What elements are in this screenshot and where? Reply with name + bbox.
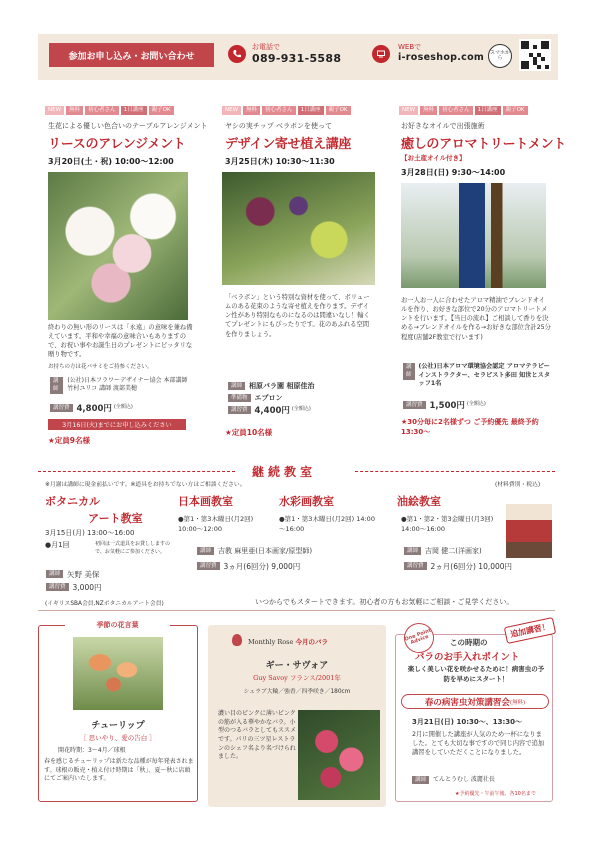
course2-instructor-row xyxy=(228,382,314,392)
botanical-affiliation: (イギリスSBA会員,NZボタニカルアート会員) xyxy=(45,601,164,607)
course3-subtitle: お好きなオイルで出張施術 xyxy=(401,122,485,130)
one-point-badge: One Point Advice xyxy=(400,619,438,657)
watercolor-title: 水彩画教室 xyxy=(279,495,334,508)
botanical-title-1: ボタニカル xyxy=(45,495,100,508)
planter-photo xyxy=(222,172,375,285)
course1-instructor: (公社)日本フラワーデザイナー協会 本部講師 竹村ユリコ 講師 渡部美穂 xyxy=(67,377,188,393)
care-desc: 2月に開催した講座が人気のため一杯になりました。とても大切な事ですので同じ内容で追加講習をしていただくことになりました。 xyxy=(412,731,545,757)
course3-instructor-row xyxy=(403,363,553,389)
course1-note: お持ちの方は花バサミをご持参ください。 xyxy=(48,364,153,370)
season-header-text: 季節の花言葉 xyxy=(96,621,139,629)
course3-title: 癒しのアロマトリートメント xyxy=(401,137,566,152)
care-course: 春の病害虫対策講習会 xyxy=(424,697,510,708)
monthly-rose-spec: シュラブ大輪／強香／四季咲き／180cm xyxy=(243,689,351,695)
monthly-rose-desc: 濃い目のピンクに薄いピンクの筋が入る華やかなバラ。小型のつるバラとしてもススメです。パリの三ツ星レストランのシェフ名より名づけられました。 xyxy=(218,710,297,761)
continuing-title: 継続教室 xyxy=(252,465,317,479)
course1-subtitle: 生花による優しい色合いのテーブルアレンジメント xyxy=(48,122,208,130)
instructor-label: 講師 xyxy=(197,547,214,555)
care-course-free: (無料) xyxy=(509,699,526,706)
care-lead: 楽しく美しい花を咲かせるために！病害虫の予防を早めにスタート！ xyxy=(407,665,545,683)
course3-fee-note: (全額込) xyxy=(466,401,486,407)
fee-label: 講習費 xyxy=(404,562,427,570)
course2-tags xyxy=(222,106,351,115)
painting-fee: 3ヵ月(6回分) 9,000円 xyxy=(223,562,301,571)
course2-instructor: 相原バラ園 相原佳治 xyxy=(249,382,315,390)
care-head: この時期の xyxy=(450,638,488,647)
aroma-photo xyxy=(401,183,546,288)
monthly-rose-name-en: Guy Savoy フランス/2001年 xyxy=(253,674,341,682)
fee-label: 講習費 xyxy=(403,401,426,409)
course3-date: 3月28日(日) 9:30～14:00 xyxy=(401,168,506,177)
oil-instructor: 吉岡 健二(洋画家) xyxy=(425,547,482,555)
rose-icon xyxy=(232,634,242,646)
care-instructor-row xyxy=(412,776,495,784)
tag-one-day: 1日講座 xyxy=(475,106,501,115)
course2-prep-row xyxy=(228,394,283,404)
course2-fee: 4,400円 xyxy=(254,406,290,416)
tag-new: NEW xyxy=(222,106,241,115)
care-date: 3月21日(日) 10:30～、13:30～ xyxy=(412,718,523,726)
shop-photo xyxy=(506,504,552,558)
web-label: WEBで xyxy=(398,43,422,51)
monthly-header-jp: 今月のバラ xyxy=(295,638,328,646)
divider-left xyxy=(38,471,235,472)
instructor-label: 講師 xyxy=(46,570,63,578)
course2-date: 3月25日(木) 10:30～11:30 xyxy=(225,157,335,166)
course2-fee-note: (全額込) xyxy=(291,406,311,412)
course2-capacity: ★定員10名様 xyxy=(225,428,273,437)
botanical-instructor: 矢野 美保 xyxy=(67,570,100,579)
course2-subtitle: ヤシの実チップ ベラボンを使って xyxy=(225,122,332,130)
course1-fee-note: (全額込) xyxy=(113,404,133,410)
season-meaning: ［ 思いやり、愛の告白 ］ xyxy=(80,734,156,742)
instructor-label: 講師 xyxy=(412,776,429,784)
tag-family: 親子OK xyxy=(326,106,351,115)
botanical-note: 初回は一式道具をお貸ししますので、お気軽にご参加ください。 xyxy=(95,541,171,555)
tag-free: 無料 xyxy=(66,106,83,115)
prep-label: 準備物 xyxy=(228,394,251,402)
botanical-date: 3月15日(月) 13:00～16:00 xyxy=(45,529,135,537)
monthly-header-en: Monthly Rose xyxy=(248,638,294,646)
botanical-title-2: アート教室 xyxy=(88,512,143,525)
care-course-pill xyxy=(401,694,549,709)
tag-beginner: 初心者さん xyxy=(262,106,296,115)
japanese-title: 日本画教室 xyxy=(178,495,233,508)
continuing-tax-note: (材料費別・税込) xyxy=(495,482,541,488)
course2-prep: エプロン xyxy=(254,394,283,402)
course1-title: リースのアレンジメント xyxy=(48,137,186,152)
course1-fee-row xyxy=(50,404,133,416)
season-flower: チューリップ xyxy=(91,721,145,731)
tag-family: 親子OK xyxy=(149,106,174,115)
botanical-freq: ●月1回 xyxy=(45,541,70,549)
divider-right xyxy=(355,471,555,472)
continuing-footer: いつからでもスタートできます。初心者の方もお気軽にご相談・ご見学ください。 xyxy=(255,598,514,606)
phone-label: お電話で xyxy=(252,43,280,51)
tag-beginner: 初心者さん xyxy=(439,106,473,115)
qr-code[interactable] xyxy=(519,39,551,71)
oil-fee: 2ヵ月(6回分) 10,000円 xyxy=(430,562,513,571)
course3-capacity: ★30分毎に2名様ずつ ご予約優先 最終予約13:30～ xyxy=(401,418,539,437)
tag-new: NEW xyxy=(399,106,418,115)
care-instructor: てんとうむし 波麗社長 xyxy=(433,776,495,783)
instructor-label: 講師 xyxy=(50,377,63,394)
botanical-fee-row xyxy=(46,583,102,594)
course1-tags xyxy=(45,106,174,115)
tag-one-day: 1日講座 xyxy=(298,106,324,115)
instructor-label: 講師 xyxy=(228,382,245,390)
course1-fee: 4,800円 xyxy=(76,404,112,414)
painting-instructor-row xyxy=(197,547,312,557)
course2-desc: 「ベラボン」という特別な資材を使って、ボリュームのある花束のような寄せ植えを作ります。デザイン性があり特別なものになるのは間違いなし！輸くてプレゼントにもぴったりです。花のあふれる空間を作りましょう。 xyxy=(225,294,370,338)
computer-icon xyxy=(372,45,390,63)
tag-family: 親子OK xyxy=(503,106,528,115)
fee-label: 講習費 xyxy=(197,562,220,570)
course3-desc: お一人お一人に合わせたアロマ精油でブレンドオイルを作り、お好きな部位で20分のアロマトリートメントを行います。【当日の流れ】ご相談して香りを決める→ブレンドオイルを作る→お好きな部位含計25分程度(店舗2F教室で行います) xyxy=(401,297,551,341)
oil-fee-row xyxy=(404,562,512,573)
monthly-header xyxy=(248,637,328,646)
oil-instructor-row xyxy=(404,547,482,557)
season-desc: 春を感じるチューリップは新たな品種が毎年発表されます。球根の販売・植え付け時期は「秋」、夏～秋に店頭にてご案内いたします。 xyxy=(44,758,194,783)
web-url[interactable]: i-roseshop.com xyxy=(398,52,485,63)
phone-number[interactable]: 089-931-5588 xyxy=(252,52,342,65)
fee-label: 講習費 xyxy=(50,404,73,412)
course3-fee: 1,500円 xyxy=(429,401,465,411)
tag-one-day: 1日講座 xyxy=(121,106,147,115)
botanical-instructor-row xyxy=(46,570,99,581)
extra-session-stamp: 追加講習！ xyxy=(504,617,556,644)
painting-instructor: 吉教 麻里亜(日本画家/原型師) xyxy=(218,547,313,555)
wreath-photo xyxy=(48,172,188,320)
painting-fee-row xyxy=(197,562,300,573)
oil-title: 油絵教室 xyxy=(397,495,441,508)
continuing-note: ※月謝は講師に現金前払いです。※道具をお持ちでない方はご相談ください。 xyxy=(45,482,246,488)
smartphone-badge: スマホから xyxy=(488,44,512,68)
tag-new: NEW xyxy=(45,106,64,115)
tulip-photo xyxy=(73,637,163,710)
apply-button[interactable]: 参加お申し込み・お問い合わせ xyxy=(49,43,214,67)
course1-deadline: 3月16日(火)までにお申し込みください xyxy=(48,419,186,430)
fee-label: 講習費 xyxy=(46,583,69,591)
tag-free: 無料 xyxy=(243,106,260,115)
care-note: ★予約優先・午前午後、各10名まで xyxy=(455,791,536,797)
phone-icon xyxy=(228,45,246,63)
course3-oil-note: 【お土産オイル付き】 xyxy=(401,154,466,162)
japanese-schedule: ●第1・第3木曜日(月2回) 10:00～12:00 xyxy=(178,515,254,533)
fee-label: 講習費 xyxy=(228,406,251,414)
course2-fee-row xyxy=(228,406,311,418)
watercolor-schedule: ●第1・第3木曜日(月2回) 14:00～16:00 xyxy=(279,515,375,533)
course1-desc: 終わりの無い形のリースは「永遠」の意味を兼ね備えています。平和や幸福の意味合いもありますので、お祝い事やお誕生日のプレゼントにピッタリな贈り物です。 xyxy=(48,324,193,359)
course3-tags xyxy=(399,106,528,115)
instructor-label: 講師 xyxy=(404,547,421,555)
phone-block[interactable] xyxy=(252,42,341,65)
season-period: 開花時期：3～4月／球根 xyxy=(58,747,126,754)
section-divider xyxy=(38,610,555,611)
course1-date: 3月20日(土・祝) 10:00～12:00 xyxy=(48,157,174,166)
care-title: バラのお手入れポイント xyxy=(415,652,520,663)
tag-beginner: 初心者さん xyxy=(85,106,119,115)
course3-fee-row xyxy=(403,401,486,413)
botanical-fee: 3,000円 xyxy=(72,583,102,592)
tag-free: 無料 xyxy=(420,106,437,115)
monthly-rose-name: ギー・サヴォア xyxy=(265,661,329,671)
course3-instructor: (公社)日本アロマ環境協会認定 アロマテラピーインストラクター、セラピスト多田 知世とスタッフ1名 xyxy=(418,363,551,388)
season-header xyxy=(65,620,170,631)
course1-instructor-row xyxy=(50,377,195,394)
oil-schedule: ●第1・第2・第3金曜日(月3回) 14:00～16:00 xyxy=(401,515,494,533)
course2-title: デザイン寄せ植え講座 xyxy=(225,137,352,152)
course1-capacity: ★定員9名様 xyxy=(48,436,90,445)
rose-photo xyxy=(298,710,380,800)
web-block[interactable] xyxy=(398,42,484,63)
instructor-label: 講師 xyxy=(403,363,415,380)
